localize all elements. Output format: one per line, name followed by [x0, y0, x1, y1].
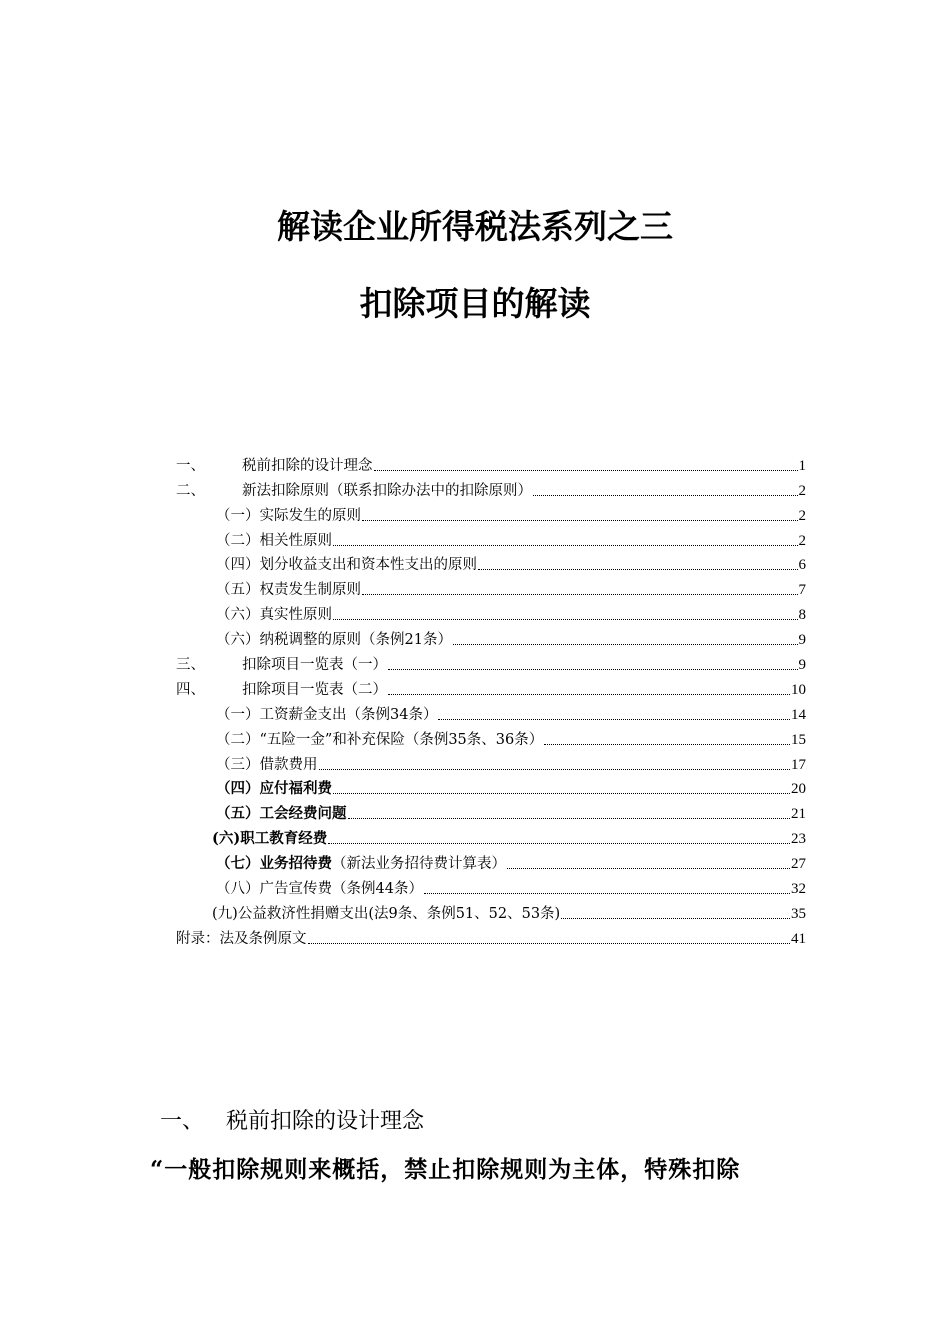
- section-heading: 一、 税前扣除的设计理念: [160, 1109, 425, 1134]
- document-subtitle: 扣除项目的解读: [359, 284, 591, 323]
- toc-entry[interactable]: （五）工会经费问题 21: [216, 805, 806, 823]
- toc-entry[interactable]: 三、 扣除项目一览表（一） 9: [176, 657, 806, 674]
- toc-entry[interactable]: （二）“五险一金”和补充保险（条例35条、36条） 15: [216, 731, 806, 748]
- toc-entry[interactable]: （三）借款费用 17: [216, 756, 806, 773]
- toc-entry[interactable]: （四）应付福利费 20: [216, 780, 806, 798]
- document-title: 解读企业所得税法系列之三: [277, 207, 673, 246]
- toc-entry[interactable]: （一）工资薪金支出（条例34条） 14: [216, 706, 806, 723]
- toc-entry[interactable]: （八）广告宣传费（条例44条） 32: [216, 881, 806, 898]
- toc-entry[interactable]: 一、 税前扣除的设计理念 1: [176, 457, 806, 474]
- toc-entry[interactable]: （一）实际发生的原则 2: [216, 507, 806, 524]
- body-paragraph: “一般扣除规则来概括，禁止扣除规则为主体，特殊扣除: [150, 1156, 741, 1183]
- toc-entry[interactable]: 附录：法及条例原文 41: [176, 930, 806, 947]
- table-of-contents: [176, 450, 806, 948]
- toc-entry[interactable]: （六）真实性原则 8: [216, 607, 806, 624]
- toc-entry[interactable]: （二）相关性原则 2: [216, 532, 806, 549]
- toc-entry[interactable]: 二、 新法扣除原则（联系扣除办法中的扣除原则） 2: [176, 482, 806, 499]
- toc-entry[interactable]: (六)职工教育经费 23: [212, 830, 806, 848]
- toc-entry[interactable]: （五）权责发生制原则 7: [216, 582, 806, 599]
- toc-entry[interactable]: （六）纳税调整的原则（条例21条） 9: [216, 632, 806, 649]
- toc-entry[interactable]: 四、 扣除项目一览表（二） 10: [176, 681, 806, 698]
- toc-entry[interactable]: （四）划分收益支出和资本性支出的原则 6: [216, 557, 806, 574]
- toc-entry[interactable]: (九)公益救济性捐赠支出(法9条、条例51、52、53条) 35: [212, 905, 806, 922]
- toc-entry[interactable]: （七）业务招待费 （新法业务招待费计算表） 27: [216, 855, 806, 873]
